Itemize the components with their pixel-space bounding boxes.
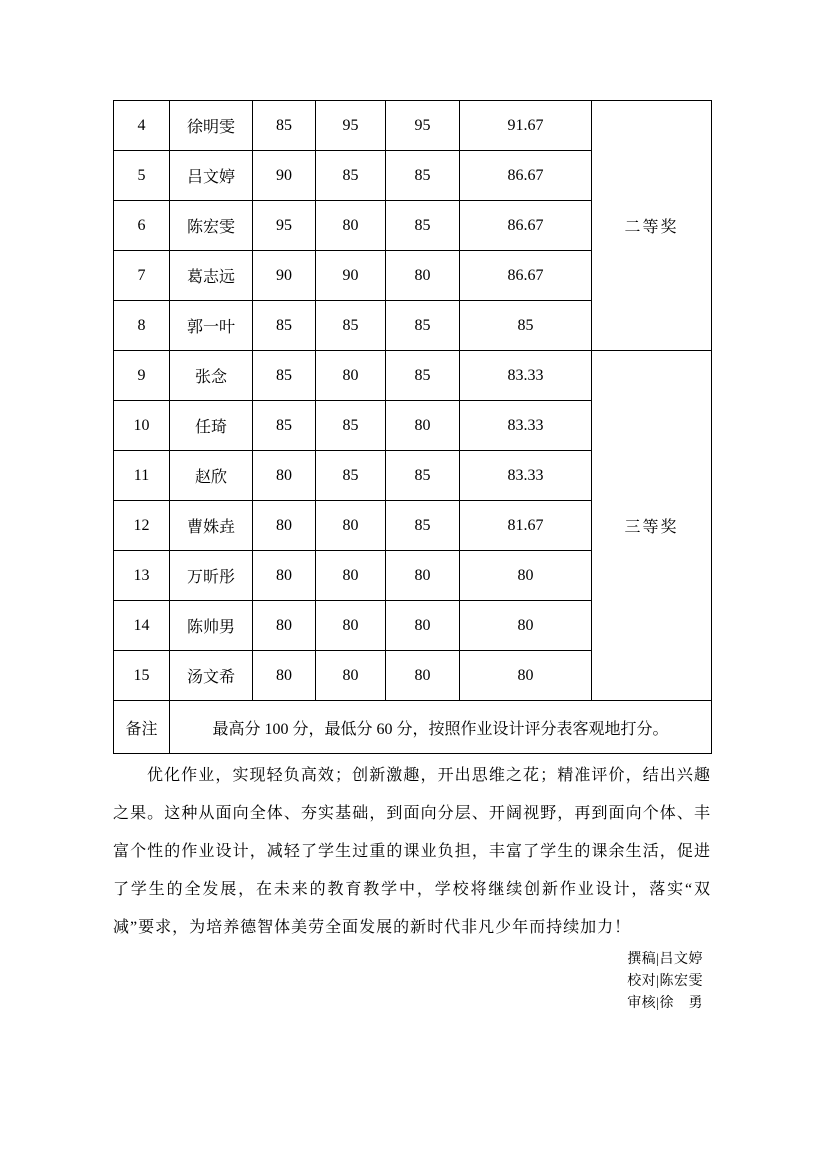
cell-score-2: 80 bbox=[316, 601, 386, 651]
award-cell-third-prize: 三等奖 bbox=[592, 351, 712, 701]
cell-average: 80 bbox=[460, 551, 592, 601]
cell-number: 7 bbox=[114, 251, 170, 301]
credit-line-writer: 撰稿|吕文婷 bbox=[627, 952, 703, 967]
cell-score-1: 95 bbox=[253, 201, 316, 251]
cell-average: 86.67 bbox=[460, 201, 592, 251]
cell-score-2: 85 bbox=[316, 151, 386, 201]
cell-name: 郭一叶 bbox=[170, 301, 253, 351]
cell-number: 5 bbox=[114, 151, 170, 201]
cell-score-2: 80 bbox=[316, 551, 386, 601]
cell-average: 83.33 bbox=[460, 451, 592, 501]
cell-number: 12 bbox=[114, 501, 170, 551]
cell-number: 15 bbox=[114, 651, 170, 701]
cell-score-3: 85 bbox=[386, 301, 460, 351]
remark-label-cell: 备注 bbox=[114, 701, 170, 754]
cell-name: 陈宏雯 bbox=[170, 201, 253, 251]
cell-number: 6 bbox=[114, 201, 170, 251]
cell-score-3: 85 bbox=[386, 501, 460, 551]
summary-paragraph: 优化作业，实现轻负高效；创新激趣，开出思维之花；精准评价，结出兴趣之果。这种从面向全体、夯实基础，到面向分层、开阔视野，再到面向个体、丰富个性的作业设计，减轻了学生过重的课业负担，丰富了学生的课余生活，促进了学生的全发展，在未来的教育教学中，学校将继续创新作业设计，落实“双减”要求，为培养德智体美劳全面发展的新时代非凡少年而持续加力！ bbox=[113, 767, 711, 936]
cell-number: 9 bbox=[114, 351, 170, 401]
cell-average: 86.67 bbox=[460, 151, 592, 201]
cell-score-3: 85 bbox=[386, 151, 460, 201]
cell-score-3: 80 bbox=[386, 601, 460, 651]
table-row bbox=[114, 101, 712, 151]
cell-score-1: 85 bbox=[253, 351, 316, 401]
cell-average: 85 bbox=[460, 301, 592, 351]
cell-number: 14 bbox=[114, 601, 170, 651]
cell-score-1: 80 bbox=[253, 601, 316, 651]
cell-average: 80 bbox=[460, 601, 592, 651]
cell-score-1: 85 bbox=[253, 301, 316, 351]
cell-score-3: 80 bbox=[386, 651, 460, 701]
cell-score-1: 80 bbox=[253, 551, 316, 601]
cell-score-1: 85 bbox=[253, 401, 316, 451]
credits bbox=[627, 949, 703, 1015]
cell-name: 吕文婷 bbox=[170, 151, 253, 201]
credit-line-reviewer: 审核|徐 勇 bbox=[627, 996, 703, 1011]
cell-number: 4 bbox=[114, 101, 170, 151]
cell-score-2: 80 bbox=[316, 651, 386, 701]
cell-score-2: 85 bbox=[316, 451, 386, 501]
cell-average: 80 bbox=[460, 651, 592, 701]
table-row bbox=[114, 351, 712, 401]
cell-average: 83.33 bbox=[460, 351, 592, 401]
cell-score-2: 80 bbox=[316, 351, 386, 401]
cell-score-3: 85 bbox=[386, 351, 460, 401]
cell-average: 91.67 bbox=[460, 101, 592, 151]
cell-average: 81.67 bbox=[460, 501, 592, 551]
remark-text-cell: 最高分 100 分，最低分 60 分，按照作业设计评分表客观地打分。 bbox=[170, 701, 712, 754]
cell-score-2: 85 bbox=[316, 401, 386, 451]
cell-score-2: 95 bbox=[316, 101, 386, 151]
cell-score-2: 80 bbox=[316, 501, 386, 551]
cell-average: 83.33 bbox=[460, 401, 592, 451]
cell-name: 葛志远 bbox=[170, 251, 253, 301]
cell-score-2: 85 bbox=[316, 301, 386, 351]
cell-score-1: 85 bbox=[253, 101, 316, 151]
credit-line-proofreader: 校对|陈宏雯 bbox=[627, 974, 703, 989]
cell-score-1: 80 bbox=[253, 501, 316, 551]
cell-score-2: 90 bbox=[316, 251, 386, 301]
remark-row bbox=[114, 701, 712, 754]
score-table bbox=[113, 100, 712, 754]
cell-score-3: 80 bbox=[386, 251, 460, 301]
cell-name: 张念 bbox=[170, 351, 253, 401]
cell-score-1: 90 bbox=[253, 151, 316, 201]
award-cell-second-prize: 二等奖 bbox=[592, 101, 712, 351]
cell-name: 曹姝垚 bbox=[170, 501, 253, 551]
cell-number: 11 bbox=[114, 451, 170, 501]
cell-average: 86.67 bbox=[460, 251, 592, 301]
cell-score-3: 80 bbox=[386, 551, 460, 601]
cell-score-3: 95 bbox=[386, 101, 460, 151]
cell-number: 13 bbox=[114, 551, 170, 601]
cell-score-3: 85 bbox=[386, 201, 460, 251]
cell-name: 陈帅男 bbox=[170, 601, 253, 651]
cell-score-3: 85 bbox=[386, 451, 460, 501]
cell-number: 10 bbox=[114, 401, 170, 451]
cell-name: 汤文希 bbox=[170, 651, 253, 701]
cell-score-2: 80 bbox=[316, 201, 386, 251]
cell-score-1: 80 bbox=[253, 451, 316, 501]
cell-name: 任琦 bbox=[170, 401, 253, 451]
cell-name: 徐明雯 bbox=[170, 101, 253, 151]
cell-score-3: 80 bbox=[386, 401, 460, 451]
cell-name: 万昕彤 bbox=[170, 551, 253, 601]
cell-score-1: 90 bbox=[253, 251, 316, 301]
cell-score-1: 80 bbox=[253, 651, 316, 701]
cell-name: 赵欣 bbox=[170, 451, 253, 501]
cell-number: 8 bbox=[114, 301, 170, 351]
